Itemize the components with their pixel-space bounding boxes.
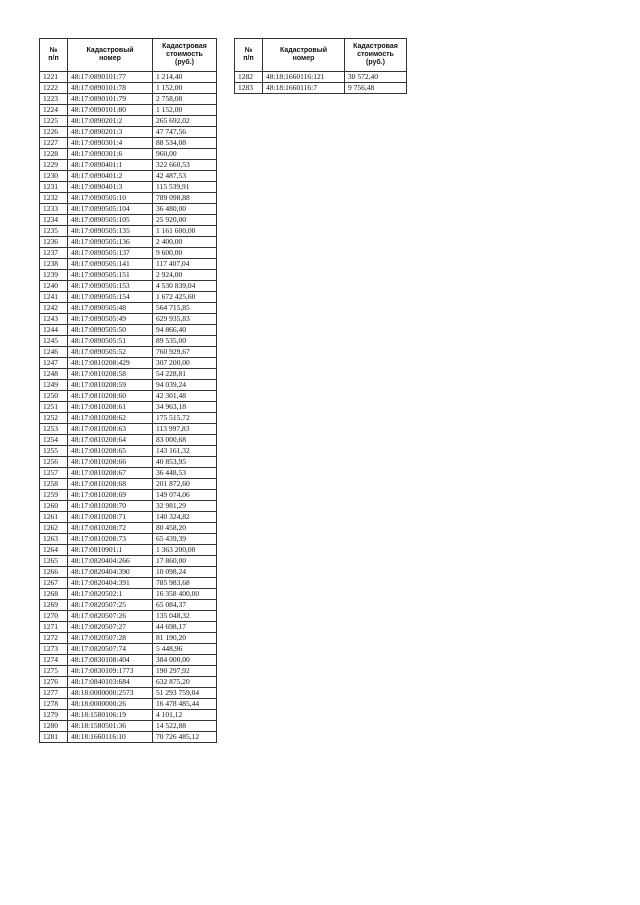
row-number: 1262 [40, 523, 68, 534]
row-number: 1222 [40, 83, 68, 94]
cadastral-number: 48:17:0890101:79 [68, 94, 153, 105]
cadastral-number: 48:18:1660116:7 [263, 83, 345, 94]
header-cadastral-value: Кадастровая стоимость (руб.) [345, 39, 407, 72]
row-number: 1278 [40, 699, 68, 710]
table-row [40, 633, 217, 644]
row-number: 1277 [40, 688, 68, 699]
row-number: 1251 [40, 402, 68, 413]
table-row [40, 281, 217, 292]
cadastral-value: 2 400,00 [153, 237, 217, 248]
cadastral-value: 88 534,08 [153, 138, 217, 149]
row-number: 1247 [40, 358, 68, 369]
cadastral-value: 9 600,00 [153, 248, 217, 259]
cadastral-value: 632 875,20 [153, 677, 217, 688]
table-row [40, 732, 217, 743]
table-row [40, 446, 217, 457]
row-number: 1275 [40, 666, 68, 677]
cadastral-value: 9 756,48 [345, 83, 407, 94]
row-number: 1283 [235, 83, 263, 94]
cadastral-value: 94 039,24 [153, 380, 217, 391]
cadastral-value: 5 448,96 [153, 644, 217, 655]
table-row [40, 204, 217, 215]
cadastral-value: 1 214,40 [153, 72, 217, 83]
cadastral-value: 2 758,08 [153, 94, 217, 105]
table-row [40, 688, 217, 699]
cadastral-value: 32 981,29 [153, 501, 217, 512]
row-number: 1276 [40, 677, 68, 688]
cadastral-number: 48:17:0890505:141 [68, 259, 153, 270]
table-row [40, 336, 217, 347]
table-row [40, 171, 217, 182]
cadastral-value: 307 200,00 [153, 358, 217, 369]
table-row [40, 457, 217, 468]
table-row [40, 303, 217, 314]
cadastral-number: 48:17:0890505:151 [68, 270, 153, 281]
cadastral-number: 48:17:0820502:1 [68, 589, 153, 600]
cadastral-table-right [234, 38, 407, 94]
table-row [40, 589, 217, 600]
cadastral-number: 48:17:0890301:4 [68, 138, 153, 149]
cadastral-number: 48:17:0810208:58 [68, 369, 153, 380]
table-row [40, 369, 217, 380]
table-row [40, 413, 217, 424]
row-number: 1264 [40, 545, 68, 556]
table-row [40, 501, 217, 512]
cadastral-number: 48:17:0820507:25 [68, 600, 153, 611]
row-number: 1243 [40, 314, 68, 325]
cadastral-number: 48:17:0890505:50 [68, 325, 153, 336]
cadastral-number: 48:18:1580501:36 [68, 721, 153, 732]
cadastral-number: 48:17:0810208:67 [68, 468, 153, 479]
cadastral-number: 48:17:0820404:266 [68, 556, 153, 567]
row-number: 1279 [40, 710, 68, 721]
cadastral-number: 48:17:0890401:1 [68, 160, 153, 171]
cadastral-value: 14 522,88 [153, 721, 217, 732]
table-row [40, 347, 217, 358]
cadastral-value: 36 448,53 [153, 468, 217, 479]
cadastral-number: 48:17:0890101:77 [68, 72, 153, 83]
cadastral-number: 48:17:0890505:136 [68, 237, 153, 248]
cadastral-number: 48:17:0840103:684 [68, 677, 153, 688]
cadastral-number: 48:17:0890201:2 [68, 116, 153, 127]
row-number: 1270 [40, 611, 68, 622]
row-number: 1236 [40, 237, 68, 248]
row-number: 1248 [40, 369, 68, 380]
cadastral-value: 25 920,00 [153, 215, 217, 226]
table-row [40, 259, 217, 270]
table-row [40, 149, 217, 160]
cadastral-value: 47 747,56 [153, 127, 217, 138]
cadastral-number: 48:17:0890505:154 [68, 292, 153, 303]
row-number: 1227 [40, 138, 68, 149]
cadastral-value: 89 535,00 [153, 336, 217, 347]
cadastral-number: 48:17:0820507:74 [68, 644, 153, 655]
row-number: 1244 [40, 325, 68, 336]
cadastral-number: 48:17:0810208:71 [68, 512, 153, 523]
cadastral-number: 48:17:0810208:66 [68, 457, 153, 468]
row-number: 1273 [40, 644, 68, 655]
row-number: 1261 [40, 512, 68, 523]
header-cadastral-number: Кадастровый номер [263, 39, 345, 72]
row-number: 1280 [40, 721, 68, 732]
row-number: 1268 [40, 589, 68, 600]
table-row [40, 523, 217, 534]
cadastral-value: 143 161,32 [153, 446, 217, 457]
table-row [235, 72, 407, 83]
table-row [40, 490, 217, 501]
table-row [40, 391, 217, 402]
cadastral-number: 48:17:0890505:105 [68, 215, 153, 226]
row-number: 1234 [40, 215, 68, 226]
table-row [40, 545, 217, 556]
cadastral-value: 44 698,17 [153, 622, 217, 633]
table-row [40, 358, 217, 369]
cadastral-value: 4 101,12 [153, 710, 217, 721]
cadastral-number: 48:17:0890505:49 [68, 314, 153, 325]
table-row [40, 248, 217, 259]
table-row [40, 556, 217, 567]
cadastral-number: 48:17:0810208:62 [68, 413, 153, 424]
cadastral-number: 48:17:0810208:60 [68, 391, 153, 402]
cadastral-number: 48:17:0810208:70 [68, 501, 153, 512]
cadastral-value: 1 672 425,60 [153, 292, 217, 303]
row-number: 1223 [40, 94, 68, 105]
row-number: 1226 [40, 127, 68, 138]
row-number: 1257 [40, 468, 68, 479]
table-row [40, 94, 217, 105]
cadastral-number: 48:17:0810208:69 [68, 490, 153, 501]
row-number: 1269 [40, 600, 68, 611]
cadastral-value: 94 866,40 [153, 325, 217, 336]
cadastral-value: 36 480,00 [153, 204, 217, 215]
table-row [40, 83, 217, 94]
table-row [235, 83, 407, 94]
table-row [40, 270, 217, 281]
row-number: 1241 [40, 292, 68, 303]
row-number: 1246 [40, 347, 68, 358]
table-row [40, 578, 217, 589]
cadastral-number: 48:17:0890505:137 [68, 248, 153, 259]
cadastral-number: 48:17:0890505:104 [68, 204, 153, 215]
cadastral-value: 42 301,48 [153, 391, 217, 402]
row-number: 1250 [40, 391, 68, 402]
table-row [40, 226, 217, 237]
table-row [40, 655, 217, 666]
cadastral-number: 48:17:0890505:10 [68, 193, 153, 204]
cadastral-number: 48:17:0890201:3 [68, 127, 153, 138]
table-row [40, 127, 217, 138]
cadastral-number: 48:17:0890301:6 [68, 149, 153, 160]
row-number: 1242 [40, 303, 68, 314]
cadastral-number: 48:18:1660116:121 [263, 72, 345, 83]
row-number: 1263 [40, 534, 68, 545]
cadastral-value: 30 572,40 [345, 72, 407, 83]
cadastral-value: 70 726 485,12 [153, 732, 217, 743]
row-number: 1255 [40, 446, 68, 457]
table-row [40, 479, 217, 490]
cadastral-number: 48:17:0820507:26 [68, 611, 153, 622]
table-row [40, 699, 217, 710]
cadastral-number: 48:17:0890505:48 [68, 303, 153, 314]
cadastral-value: 1 152,00 [153, 83, 217, 94]
row-number: 1230 [40, 171, 68, 182]
table-row [40, 424, 217, 435]
row-number: 1238 [40, 259, 68, 270]
table-row [40, 116, 217, 127]
cadastral-value: 960,00 [153, 149, 217, 160]
row-number: 1274 [40, 655, 68, 666]
cadastral-value: 1 161 600,00 [153, 226, 217, 237]
cadastral-value: 175 515,72 [153, 413, 217, 424]
cadastral-value: 17 860,00 [153, 556, 217, 567]
cadastral-number: 48:17:0890101:78 [68, 83, 153, 94]
table-row [40, 468, 217, 479]
row-number: 1225 [40, 116, 68, 127]
cadastral-number: 48:17:0820404:390 [68, 567, 153, 578]
cadastral-value: 16 478 485,44 [153, 699, 217, 710]
cadastral-number: 48:17:0810208:65 [68, 446, 153, 457]
cadastral-table-left [39, 38, 217, 743]
cadastral-number: 48:17:0820507:27 [68, 622, 153, 633]
cadastral-value: 322 660,53 [153, 160, 217, 171]
cadastral-value: 785 983,68 [153, 578, 217, 589]
table-row [40, 567, 217, 578]
header-cadastral-number: Кадастровый номер [68, 39, 153, 72]
cadastral-value: 789 098,88 [153, 193, 217, 204]
row-number: 1272 [40, 633, 68, 644]
cadastral-number: 48:17:0810208:59 [68, 380, 153, 391]
table-header-row [40, 39, 217, 72]
table-row [40, 622, 217, 633]
table-row [40, 138, 217, 149]
table-row [40, 402, 217, 413]
cadastral-value: 65 439,39 [153, 534, 217, 545]
cadastral-number: 48:17:0890401:3 [68, 182, 153, 193]
table-body-left [40, 72, 217, 743]
cadastral-number: 48:17:0890505:52 [68, 347, 153, 358]
cadastral-number: 48:17:0820507:28 [68, 633, 153, 644]
table-row [40, 666, 217, 677]
row-number: 1271 [40, 622, 68, 633]
cadastral-number: 48:17:0810208:429 [68, 358, 153, 369]
row-number: 1256 [40, 457, 68, 468]
cadastral-value: 190 297,92 [153, 666, 217, 677]
row-number: 1237 [40, 248, 68, 259]
cadastral-number: 48:17:0830108:404 [68, 655, 153, 666]
row-number: 1231 [40, 182, 68, 193]
cadastral-value: 83 000,68 [153, 435, 217, 446]
cadastral-number: 48:17:0810208:68 [68, 479, 153, 490]
cadastral-number: 48:17:0890505:135 [68, 226, 153, 237]
cadastral-number: 48:17:0890101:80 [68, 105, 153, 116]
row-number: 1265 [40, 556, 68, 567]
row-number: 1245 [40, 336, 68, 347]
table-row [40, 292, 217, 303]
cadastral-value: 4 530 839,04 [153, 281, 217, 292]
cadastral-number: 48:17:0890505:51 [68, 336, 153, 347]
table-row [40, 534, 217, 545]
cadastral-value: 201 872,60 [153, 479, 217, 490]
header-number: № п/п [235, 39, 263, 72]
table-row [40, 215, 217, 226]
table-row [40, 611, 217, 622]
cadastral-value: 149 074,06 [153, 490, 217, 501]
cadastral-number: 48:18:0000000:2573 [68, 688, 153, 699]
cadastral-number: 48:17:0810208:72 [68, 523, 153, 534]
row-number: 1254 [40, 435, 68, 446]
cadastral-number: 48:17:0810208:73 [68, 534, 153, 545]
table-body-right [235, 72, 407, 94]
cadastral-value: 135 048,32 [153, 611, 217, 622]
row-number: 1258 [40, 479, 68, 490]
row-number: 1240 [40, 281, 68, 292]
table-row [40, 160, 217, 171]
row-number: 1260 [40, 501, 68, 512]
cadastral-value: 140 324,82 [153, 512, 217, 523]
cadastral-number: 48:18:1580106:19 [68, 710, 153, 721]
row-number: 1267 [40, 578, 68, 589]
row-number: 1259 [40, 490, 68, 501]
cadastral-value: 42 487,53 [153, 171, 217, 182]
header-cadastral-value: Кадастровая стоимость (руб.) [153, 39, 217, 72]
row-number: 1281 [40, 732, 68, 743]
row-number: 1239 [40, 270, 68, 281]
table-row [40, 182, 217, 193]
cadastral-value: 760 929,67 [153, 347, 217, 358]
table-row [40, 644, 217, 655]
table-row [40, 314, 217, 325]
cadastral-number: 48:17:0820404:391 [68, 578, 153, 589]
row-number: 1266 [40, 567, 68, 578]
table-row [40, 721, 217, 732]
table-row [40, 72, 217, 83]
cadastral-value: 65 084,37 [153, 600, 217, 611]
table-header-row [235, 39, 407, 72]
row-number: 1249 [40, 380, 68, 391]
cadastral-number: 48:17:0810208:63 [68, 424, 153, 435]
cadastral-number: 48:17:0810901:1 [68, 545, 153, 556]
row-number: 1221 [40, 72, 68, 83]
row-number: 1228 [40, 149, 68, 160]
cadastral-value: 34 963,18 [153, 402, 217, 413]
table-row [40, 677, 217, 688]
row-number: 1224 [40, 105, 68, 116]
table-row [40, 237, 217, 248]
cadastral-value: 40 853,95 [153, 457, 217, 468]
cadastral-value: 117 407,04 [153, 259, 217, 270]
cadastral-value: 629 935,83 [153, 314, 217, 325]
table-row [40, 105, 217, 116]
row-number: 1232 [40, 193, 68, 204]
cadastral-value: 16 358 400,00 [153, 589, 217, 600]
row-number: 1235 [40, 226, 68, 237]
cadastral-value: 265 692,02 [153, 116, 217, 127]
cadastral-value: 1 152,00 [153, 105, 217, 116]
cadastral-value: 2 924,00 [153, 270, 217, 281]
table-row [40, 600, 217, 611]
row-number: 1252 [40, 413, 68, 424]
table-row [40, 380, 217, 391]
cadastral-number: 48:18:1660116:10 [68, 732, 153, 743]
cadastral-value: 51 293 759,04 [153, 688, 217, 699]
cadastral-number: 48:17:0830109:1773 [68, 666, 153, 677]
cadastral-number: 48:17:0810208:64 [68, 435, 153, 446]
table-row [40, 512, 217, 523]
row-number: 1253 [40, 424, 68, 435]
cadastral-value: 384 000,00 [153, 655, 217, 666]
cadastral-number: 48:18:0000000:26 [68, 699, 153, 710]
header-number: № п/п [40, 39, 68, 72]
cadastral-value: 54 228,81 [153, 369, 217, 380]
cadastral-value: 113 997,83 [153, 424, 217, 435]
row-number: 1229 [40, 160, 68, 171]
cadastral-number: 48:17:0810208:61 [68, 402, 153, 413]
cadastral-value: 80 458,20 [153, 523, 217, 534]
cadastral-value: 564 715,85 [153, 303, 217, 314]
cadastral-value: 1 363 200,00 [153, 545, 217, 556]
table-row [40, 325, 217, 336]
cadastral-number: 48:17:0890505:153 [68, 281, 153, 292]
table-row [40, 193, 217, 204]
row-number: 1282 [235, 72, 263, 83]
cadastral-value: 10 098,24 [153, 567, 217, 578]
table-row [40, 710, 217, 721]
cadastral-value: 81 190,20 [153, 633, 217, 644]
table-row [40, 435, 217, 446]
cadastral-value: 115 539,91 [153, 182, 217, 193]
row-number: 1233 [40, 204, 68, 215]
cadastral-number: 48:17:0890401:2 [68, 171, 153, 182]
